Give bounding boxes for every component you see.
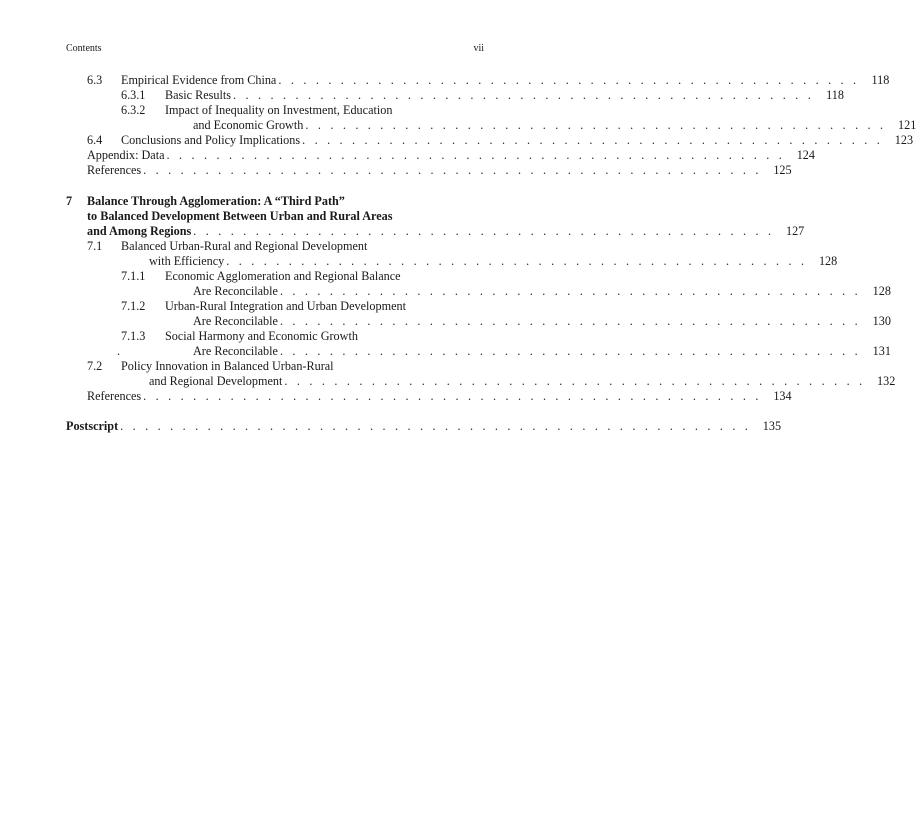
section-title-line2: and Economic Growth: [193, 118, 304, 132]
entry-row: [121, 132, 914, 148]
page-number: 130: [872, 314, 891, 328]
section-title: References: [87, 163, 142, 177]
page-number: 125: [773, 163, 792, 177]
toc-entry-7-2[interactable]: [0, 358, 550, 374]
toc-entry-7-1[interactable]: [0, 238, 550, 254]
section-title-line2: and Regional Development: [149, 374, 283, 388]
section-title: Basic Results: [165, 88, 232, 102]
dot-leader: . . . . . . . . . . . . . . . . . . . . . . . . . . . . . . . . . . . . . . . . . . . . . . . . . .: [143, 163, 762, 177]
toc-entry-chapter-7[interactable]: [0, 193, 550, 209]
section-title-line2: Are Reconcilable: [193, 284, 278, 298]
section-number: 6.3: [87, 73, 103, 87]
section-title-line1: Economic Agglomeration and Regional Balance: [165, 269, 401, 283]
section-number: 7.1.2: [121, 299, 146, 313]
toc-entry-chapter-7-cont2[interactable]: [0, 223, 805, 239]
section-number: 6.4: [87, 133, 103, 147]
section-title-line2: Are Reconcilable: [193, 314, 278, 328]
section-title: Conclusions and Policy Implications: [121, 133, 301, 147]
entry-row: [193, 283, 891, 299]
section-number: 7.1: [87, 239, 103, 253]
running-head-title: Contents: [66, 43, 102, 54]
entry-row: [87, 162, 792, 178]
section-number: 6.3.2: [121, 103, 146, 117]
toc-entry-7-1-1-cont[interactable]: [0, 283, 891, 299]
entry-row: [193, 343, 891, 359]
dot-leader: . . . . . . . . . . . . . . . . . . . . . . . . . . . . . . . . . . . . . . . . . . . . . . .: [278, 73, 860, 87]
toc-entry-chapter-7-cont1[interactable]: [0, 208, 550, 224]
toc-entry-7-1-1[interactable]: [0, 268, 550, 284]
section-title: Appendix: Data: [87, 148, 165, 162]
entry-row: [87, 223, 805, 239]
section-title: Empirical Evidence from China: [121, 73, 277, 87]
toc-entry-7-1-3[interactable]: [0, 328, 550, 344]
toc-entry-7-1-cont[interactable]: [0, 253, 838, 269]
toc-entry-references-7[interactable]: [0, 388, 792, 404]
section-title-line1: Urban-Rural Integration and Urban Development: [165, 299, 406, 313]
toc-entry-6-3-2[interactable]: [0, 102, 550, 118]
dot-leader: . . . . . . . . . . . . . . . . . . . . . . . . . . . . . . . . . . . . . . . . . . . . . . .: [302, 133, 884, 147]
toc-entry-7-1-3-cont[interactable]: [0, 343, 891, 359]
toc-entry-7-2-cont[interactable]: [0, 373, 896, 389]
dot-leader: . . . . . . . . . . . . . . . . . . . . . . . . . . . . . . . . . . . . . . . . . . . . . . .: [279, 314, 861, 328]
dot-leader: . . . . . . . . . . . . . . . . . . . . . . . . . . . . . . . . . . . . . . . . . . . . . . . . . .: [143, 389, 762, 403]
dot-leader: . . . . . . . . . . . . . . . . . . . . . . . . . . . . . . . . . . . . . . . . . . . . . . .: [226, 254, 808, 268]
toc-entry-6-4[interactable]: [0, 132, 914, 148]
entry-row: [165, 87, 844, 103]
entry-row: [87, 388, 792, 404]
section-title-line1: Policy Innovation in Balanced Urban-Rural: [121, 359, 334, 373]
page-number: 128: [872, 284, 891, 298]
running-head: [66, 43, 484, 57]
entry-row: [193, 313, 891, 329]
page-number: 135: [762, 419, 782, 433]
section-number: 7.2: [87, 359, 103, 373]
dot-leader: . . . . . . . . . . . . . . . . . . . . . . . . . . . . . . . . . . . . . . . . . . . . . . .: [233, 88, 814, 102]
dot-leader: . . . . . . . . . . . . . . . . . . . . . . . . . . . . . . . . . . . . . . . . . . . . . . .: [279, 284, 861, 298]
chapter-title-line2: to Balanced Development Between Urban and Rural Areas: [87, 209, 393, 223]
page-number: 131: [872, 344, 891, 358]
entry-row: [121, 72, 890, 88]
page-number-roman: vii: [473, 43, 484, 54]
toc-entry-6-3-1[interactable]: [0, 87, 844, 103]
toc-entry-6-3[interactable]: [0, 72, 890, 88]
dot-leader: . . . . . . . . . . . . . . . . . . . . . . . . . . . . . . . . . . . . . . . . . . . . . . .: [279, 344, 861, 358]
page-number: 121: [898, 118, 916, 132]
section-number: 6.3.1: [121, 88, 146, 102]
entry-row: [149, 253, 838, 269]
section-title-line1: Impact of Inequality on Investment, Education: [165, 103, 393, 117]
section-number: 7.1.3: [121, 329, 146, 343]
section-title-line2: with Efficiency: [149, 254, 225, 268]
toc-entry-7-1-2[interactable]: [0, 298, 550, 314]
chapter-title-line1: Balance Through Agglomeration: A “Third Path”: [87, 194, 345, 208]
entry-row: [193, 117, 916, 133]
stray-mark: .: [117, 344, 121, 358]
toc-entry-appendix[interactable]: [0, 147, 815, 163]
dot-leader: . . . . . . . . . . . . . . . . . . . . . . . . . . . . . . . . . . . . . . . . . . . . . . .: [284, 374, 866, 388]
page-number: 118: [871, 73, 890, 87]
section-number: 7.1.1: [121, 269, 146, 283]
section-title-line1: Social Harmony and Economic Growth: [165, 329, 358, 343]
page-number: 127: [785, 224, 805, 238]
page-number: 118: [826, 88, 844, 102]
page-number: 124: [796, 148, 815, 162]
dot-leader: . . . . . . . . . . . . . . . . . . . . . . . . . . . . . . . . . . . . . . . . . . . . . . . . . .: [166, 148, 785, 162]
chapter-title-line3: and Among Regions: [87, 224, 192, 238]
chapter-number: 7: [66, 194, 73, 208]
section-title-line2: Are Reconcilable: [193, 344, 278, 358]
toc-entry-7-1-2-cont[interactable]: [0, 313, 891, 329]
entry-row: [66, 418, 782, 434]
section-title: References: [87, 389, 142, 403]
dot-leader: . . . . . . . . . . . . . . . . . . . . . . . . . . . . . . . . . . . . . . . . . . . . . . .: [193, 224, 775, 238]
entry-row: [149, 373, 896, 389]
section-title: Postscript: [66, 419, 119, 433]
page-number: 128: [818, 254, 838, 268]
section-title-line1: Balanced Urban-Rural and Regional Development: [121, 239, 368, 253]
toc-entry-references-6[interactable]: [0, 162, 792, 178]
page-number: 134: [773, 389, 792, 403]
page-number: 123: [894, 133, 914, 147]
toc-entry-6-3-2-cont[interactable]: [0, 117, 916, 133]
entry-row: [87, 147, 815, 163]
toc-entry-postscript[interactable]: [0, 418, 782, 434]
dot-leader: . . . . . . . . . . . . . . . . . . . . . . . . . . . . . . . . . . . . . . . . . . . . . . . . . . .: [120, 419, 752, 433]
page-number: 132: [877, 374, 896, 388]
dot-leader: . . . . . . . . . . . . . . . . . . . . . . . . . . . . . . . . . . . . . . . . . . . . . . .: [305, 118, 887, 132]
